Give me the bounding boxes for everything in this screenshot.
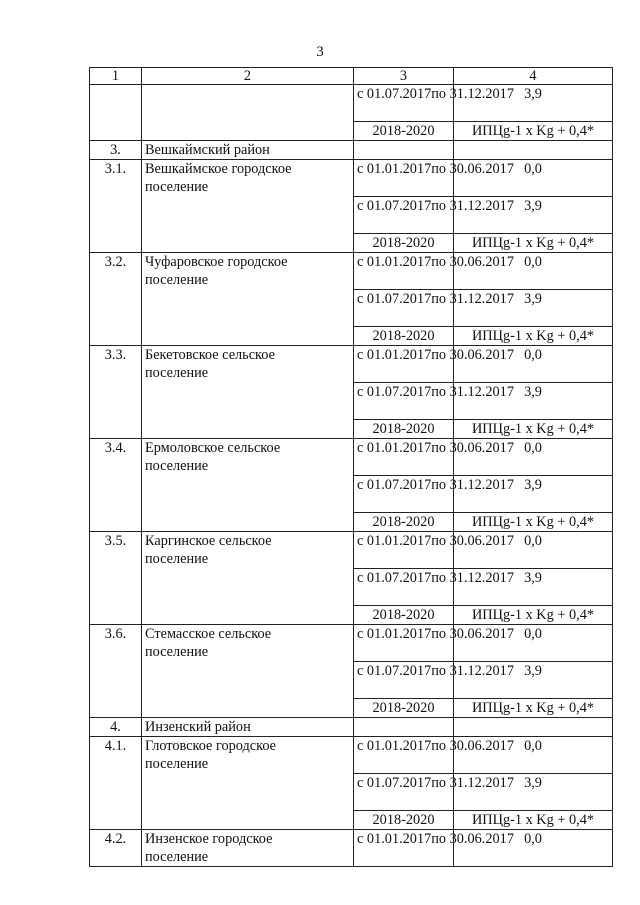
header-col-3: 3 — [354, 68, 454, 85]
period-line: с 01.01.2017 — [357, 161, 432, 177]
period-cell — [354, 737, 514, 774]
period-line: по 30.06.2017 — [431, 161, 514, 177]
period-cell — [354, 811, 454, 830]
period-line: по 31.12.2017 — [431, 775, 514, 791]
settlement-name-line: поселение — [145, 756, 209, 772]
district-row — [90, 141, 613, 160]
period-line: с 01.01.2017 — [357, 626, 432, 642]
settlement-row — [90, 737, 613, 774]
settlement-number: 3.6. — [90, 625, 142, 718]
period-line: с 01.01.2017 — [357, 533, 432, 549]
district-number: 4. — [90, 718, 142, 737]
settlement-name — [142, 625, 354, 718]
period-line: по 31.12.2017 — [431, 384, 514, 400]
settlement-name — [142, 439, 354, 532]
value-cell: 0,0 — [454, 160, 613, 197]
tariff-table-body — [90, 68, 613, 867]
empty-cell — [354, 141, 454, 160]
value-cell: ИПЦg-1 x Kg + 0,4* — [454, 234, 613, 253]
period-cell — [354, 234, 454, 253]
settlement-number: 3.5. — [90, 532, 142, 625]
settlement-name — [142, 830, 354, 867]
period-line: по 30.06.2017 — [431, 254, 514, 270]
district-number: 3. — [90, 141, 142, 160]
period-cell — [354, 625, 514, 662]
settlement-name-line: поселение — [145, 272, 209, 288]
district-name: Вешкаймский район — [142, 141, 354, 160]
value-cell: 3,9 — [454, 569, 613, 606]
value-cell: 3,9 — [454, 662, 613, 699]
district-name: Инзенский район — [142, 718, 354, 737]
period-line: с 01.07.2017 — [357, 86, 432, 102]
value-cell: ИПЦg-1 x Kg + 0,4* — [454, 513, 613, 532]
empty-cell — [454, 141, 613, 160]
period-line: 2018-2020 — [372, 607, 435, 623]
period-line: 2018-2020 — [372, 328, 435, 344]
settlement-name-line: поселение — [145, 849, 209, 865]
period-line: 2018-2020 — [372, 421, 435, 437]
period-cell — [354, 327, 454, 346]
settlement-name-line: Каргинское сельское — [145, 533, 272, 549]
period-line: по 31.12.2017 — [431, 291, 514, 307]
settlement-name-line: поселение — [145, 179, 209, 195]
settlement-row — [90, 625, 613, 662]
value-cell: 3,9 — [454, 774, 613, 811]
settlement-name-line: Вешкаймское городское — [145, 161, 292, 177]
value-cell: 3,9 — [454, 85, 613, 122]
settlement-row — [90, 346, 613, 383]
district-row — [90, 718, 613, 737]
period-line: с 01.01.2017 — [357, 254, 432, 270]
settlement-number: 3.2. — [90, 253, 142, 346]
value-cell: ИПЦg-1 x Kg + 0,4* — [454, 699, 613, 718]
value-cell: 0,0 — [454, 439, 613, 476]
value-cell: 3,9 — [454, 197, 613, 234]
period-line: по 30.06.2017 — [431, 738, 514, 754]
period-line: по 31.12.2017 — [431, 86, 514, 102]
period-cell — [354, 85, 514, 122]
period-line: с 01.07.2017 — [357, 477, 432, 493]
period-line: 2018-2020 — [372, 812, 435, 828]
period-line: с 01.01.2017 — [357, 440, 432, 456]
period-cell — [354, 122, 454, 141]
value-cell: ИПЦg-1 x Kg + 0,4* — [454, 606, 613, 625]
value-cell: 0,0 — [454, 625, 613, 662]
settlement-name-line: Ермоловское сельское — [145, 440, 281, 456]
period-cell — [354, 197, 514, 234]
period-line: 2018-2020 — [372, 514, 435, 530]
settlement-name-line: Бекетовское сельское — [145, 347, 275, 363]
header-col-1: 1 — [90, 68, 142, 85]
period-line: по 31.12.2017 — [431, 570, 514, 586]
period-line: 2018-2020 — [372, 123, 435, 139]
period-cell — [354, 699, 454, 718]
settlement-name-line: поселение — [145, 644, 209, 660]
settlement-name — [142, 737, 354, 830]
header-col-4: 4 — [454, 68, 613, 85]
settlement-name-line: поселение — [145, 458, 209, 474]
value-cell: 0,0 — [454, 830, 613, 867]
period-cell — [354, 253, 514, 290]
period-line: по 30.06.2017 — [431, 831, 514, 847]
period-cell — [354, 662, 514, 699]
settlement-row — [90, 830, 613, 867]
period-line: с 01.07.2017 — [357, 198, 432, 214]
settlement-name — [142, 253, 354, 346]
period-cell — [354, 439, 514, 476]
period-line: с 01.01.2017 — [357, 738, 432, 754]
value-cell: ИПЦg-1 x Kg + 0,4* — [454, 327, 613, 346]
continuation-row — [90, 85, 613, 122]
settlement-name-line: Инзенское городское — [145, 831, 273, 847]
period-cell — [354, 346, 514, 383]
settlement-name-line: Глотовское городское — [145, 738, 277, 754]
period-cell — [354, 476, 514, 513]
settlement-number: 4.1. — [90, 737, 142, 830]
number-cell — [90, 85, 142, 141]
period-cell — [354, 383, 514, 420]
header-col-2: 2 — [142, 68, 354, 85]
period-cell — [354, 569, 514, 606]
value-cell: 0,0 — [454, 253, 613, 290]
period-line: с 01.07.2017 — [357, 663, 432, 679]
settlement-row — [90, 253, 613, 290]
settlement-number: 3.4. — [90, 439, 142, 532]
empty-cell — [454, 718, 613, 737]
period-line: по 30.06.2017 — [431, 440, 514, 456]
period-cell — [354, 290, 514, 327]
value-cell: ИПЦg-1 x Kg + 0,4* — [454, 420, 613, 439]
settlement-name-line: поселение — [145, 365, 209, 381]
period-cell — [354, 830, 514, 867]
settlement-name — [142, 346, 354, 439]
value-cell: 0,0 — [454, 737, 613, 774]
settlement-row — [90, 532, 613, 569]
empty-cell — [354, 718, 454, 737]
period-line: по 31.12.2017 — [431, 663, 514, 679]
period-line: по 30.06.2017 — [431, 347, 514, 363]
settlement-name — [142, 160, 354, 253]
settlement-row — [90, 439, 613, 476]
settlement-number: 3.1. — [90, 160, 142, 253]
period-line: с 01.01.2017 — [357, 831, 432, 847]
settlement-row — [90, 160, 613, 197]
page-number: 3 — [316, 44, 324, 60]
period-line: по 30.06.2017 — [431, 626, 514, 642]
period-cell — [354, 513, 454, 532]
period-line: с 01.07.2017 — [357, 775, 432, 791]
settlement-name-line: Чуфаровское городское — [145, 254, 288, 270]
tariff-table — [89, 67, 613, 867]
period-line: с 01.07.2017 — [357, 291, 432, 307]
name-cell — [142, 85, 354, 141]
value-cell: ИПЦg-1 x Kg + 0,4* — [454, 122, 613, 141]
value-cell: 3,9 — [454, 290, 613, 327]
period-cell — [354, 420, 454, 439]
period-line: с 01.01.2017 — [357, 347, 432, 363]
settlement-name — [142, 532, 354, 625]
header-row — [90, 68, 613, 85]
period-cell — [354, 606, 454, 625]
period-cell — [354, 532, 514, 569]
settlement-number: 4.2. — [90, 830, 142, 867]
value-cell: 0,0 — [454, 532, 613, 569]
value-cell: 3,9 — [454, 476, 613, 513]
period-line: 2018-2020 — [372, 700, 435, 716]
settlement-number: 3.3. — [90, 346, 142, 439]
period-line: по 30.06.2017 — [431, 533, 514, 549]
value-cell: 0,0 — [454, 346, 613, 383]
period-line: с 01.07.2017 — [357, 570, 432, 586]
period-cell — [354, 160, 514, 197]
settlement-name-line: Стемасское сельское — [145, 626, 272, 642]
period-line: по 31.12.2017 — [431, 198, 514, 214]
value-cell: 3,9 — [454, 383, 613, 420]
period-cell — [354, 774, 514, 811]
value-cell: ИПЦg-1 x Kg + 0,4* — [454, 811, 613, 830]
period-line: с 01.07.2017 — [357, 384, 432, 400]
period-line: по 31.12.2017 — [431, 477, 514, 493]
settlement-name-line: поселение — [145, 551, 209, 567]
period-line: 2018-2020 — [372, 235, 435, 251]
